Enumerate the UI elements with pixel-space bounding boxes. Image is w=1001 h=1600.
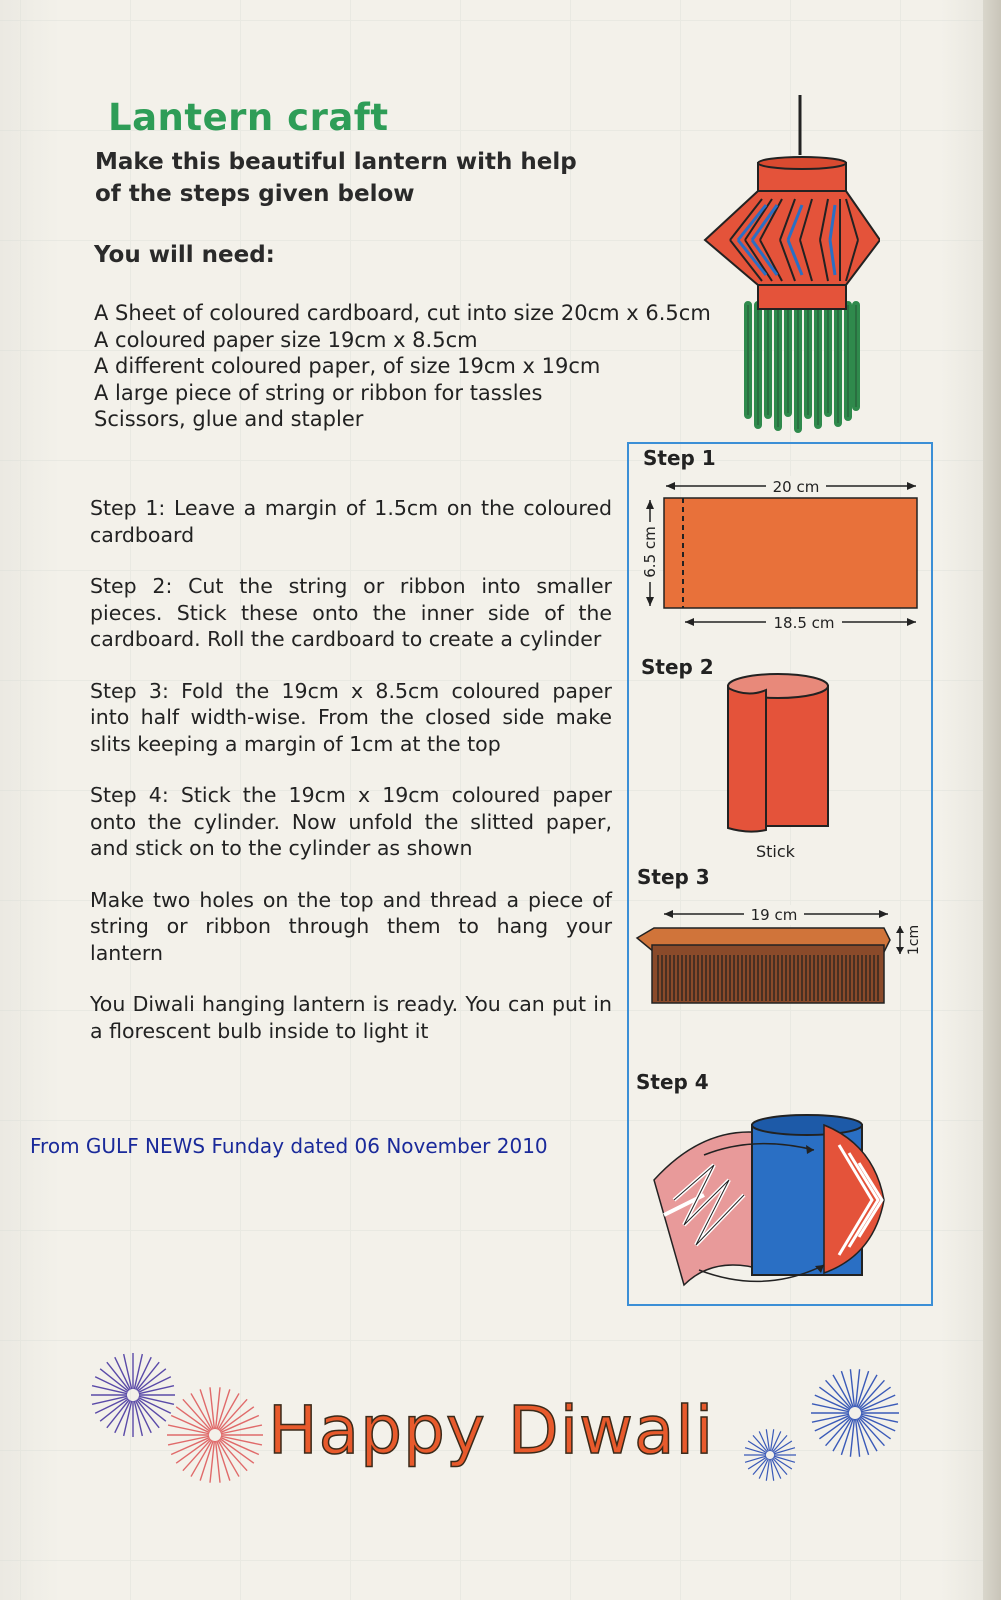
firework-left-icon — [85, 1345, 285, 1495]
step-2-text: Step 2: Cut the string or ribbon into smaller pieces. Stick these onto the inner side of the cardboard. Roll the cardboard to create a cylinder — [90, 574, 612, 651]
step-3-diagram — [632, 900, 927, 1010]
intro-line-1: Make this beautiful lantern with help — [95, 149, 577, 175]
page-title: Lantern craft — [108, 96, 389, 139]
needs-heading: You will need: — [94, 242, 275, 268]
firework-burst-small — [744, 1429, 796, 1480]
needs-item: A Sheet of coloured cardboard, cut into size 20cm x 6.5cm — [94, 301, 711, 325]
step-3-text: Step 3: Fold the 19cm x 8.5cm coloured paper into half width-wise. From the closed side make slits keeping a margin of 1cm at the top — [90, 678, 612, 756]
unfolded-paper — [654, 1132, 764, 1285]
cardboard-sheet — [664, 498, 917, 608]
stick-label: Stick — [756, 842, 795, 861]
diagram-step-1-label: Step 1 — [643, 446, 716, 470]
margin-label: 1cm — [906, 924, 922, 956]
step-1-text: Step 1: Leave a margin of 1.5cm on the coloured cardboard — [90, 496, 612, 547]
lantern-body — [705, 157, 880, 309]
steps-list — [90, 495, 612, 1069]
intro-text — [95, 146, 615, 210]
intro-line-2: of the steps given below — [95, 181, 415, 207]
diagram-step-2-label: Step 2 — [641, 655, 714, 679]
needs-list — [94, 300, 711, 433]
source-credit: From GULF NEWS Funday dated 06 November 2010 — [30, 1134, 548, 1158]
step-6-text: You Diwali hanging lantern is ready. You can put in a florescent bulb inside to light it — [90, 992, 612, 1043]
firework-burst-large — [811, 1369, 899, 1457]
firework-burst-red — [167, 1387, 263, 1482]
firework-right-icon — [740, 1365, 920, 1485]
needs-item: A coloured paper size 19cm x 8.5cm — [94, 327, 478, 352]
page-edge — [983, 0, 1001, 1600]
needs-item: A different coloured paper, of size 19cm x 19cm — [94, 354, 601, 378]
step-5-text: Make two holes on the top and thread a piece of string or ribbon through them to hang your lantern — [90, 887, 612, 965]
height-label: 6.5 cm — [641, 526, 659, 578]
paper-width-label: 19 cm — [750, 906, 798, 924]
diagram-step-3-label: Step 3 — [637, 865, 710, 889]
happy-diwali-greeting: Happy Diwali — [268, 1392, 715, 1469]
inner-width-label: 18.5 cm — [773, 614, 835, 632]
diagram-step-4-label: Step 4 — [636, 1070, 709, 1094]
width-label: 20 cm — [772, 478, 820, 496]
step-1-diagram — [638, 472, 928, 632]
step-4-text: Step 4: Stick the 19cm x 19cm coloured paper onto the cylinder. Now unfold the slitted paper, and stick on to the cylinder as shown — [90, 783, 612, 860]
needs-item: Scissors, glue and stapler — [94, 407, 364, 431]
needs-item: A large piece of string or ribbon for tassles — [94, 380, 543, 405]
step-4-diagram — [644, 1105, 924, 1300]
lantern-tassels — [748, 305, 856, 429]
firework-burst-blue — [91, 1353, 175, 1437]
step-2-diagram — [718, 668, 838, 838]
lantern-illustration — [700, 95, 880, 440]
slitted-paper — [652, 945, 884, 1003]
